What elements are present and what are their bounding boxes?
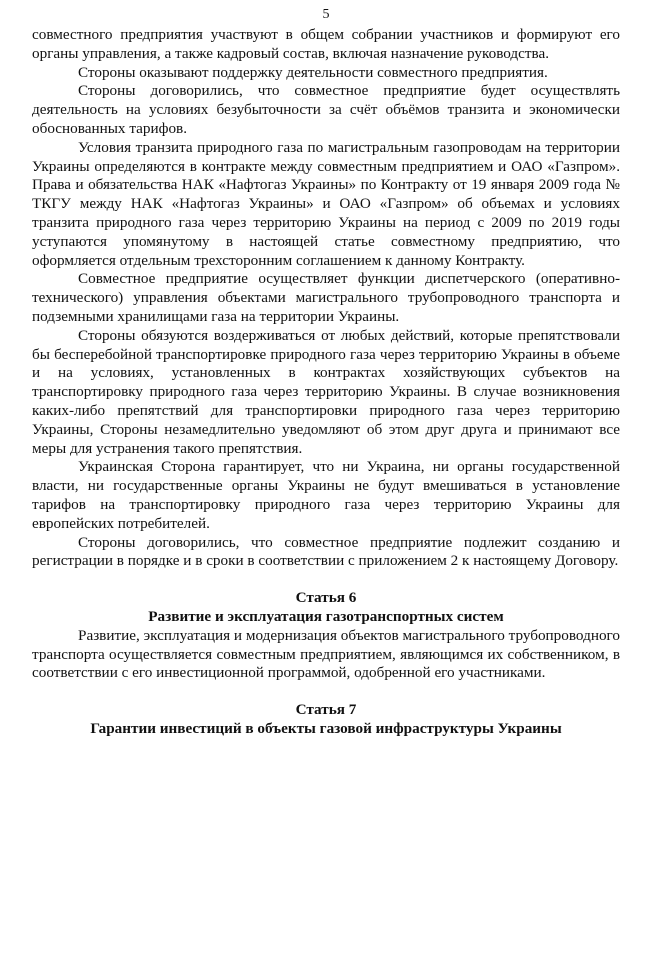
paragraph: Украинская Сторона гарантирует, что ни Украина, ни органы государственной власти, ни государственные органы Украины не будут вмешиваться в установление тарифов на транспортировку природного газа через территорию Украины для европейских потребителей. <box>32 458 620 532</box>
page-number: 5 <box>322 7 330 22</box>
paragraph: Условия транзита природного газа по магистральным газопроводам на территории Украины определяются в контракте между совместным предприятием и ОАО «Газпром». Права и обязательства НАК «Нафтогаз Украины» по Контракту от 19 января 2009 года № ТКГУ между НАК «Нафтогаз Украины» и ОАО «Газпром» об объемах и условиях транзита природного газа через территорию Украины на период с 2009 по 2019 годы уступаются упомянутому в настоящей статье совместному предприятию, что оформляется отдельным трехсторонним соглашением к данному Контракту. <box>32 138 620 269</box>
article-7-heading: Гарантии инвестиций в объекты газовой инфраструктуры Украины <box>90 719 562 737</box>
paragraph: совместного предприятия участвуют в общем собрании участников и формируют его органы управления, а также кадровый состав, включая назначение руководства. <box>32 26 620 62</box>
paragraph: Стороны договорились, что совместное предприятие подлежит созданию и регистрации в порядке и в сроки в соответствии с приложением 2 к настоящему Договору. <box>32 533 620 570</box>
article-6-heading: Развитие и эксплуатация газотранспортных систем <box>148 607 504 625</box>
article-6-paragraph: Развитие, эксплуатация и модернизация объектов магистрального трубопроводного транспорта осуществляется совместным предприятием, являющимся их собственником, в соответствии с его инвестиционной программой, одобренной его участниками. <box>32 626 620 682</box>
paragraph: Стороны обязуются воздерживаться от любых действий, которые препятствовали бы бесперебойной транспортировке природного газа через территорию Украины в объеме и на условиях, установленных в контрактах хозяйствующих субъектов на транспортировку природного газа через территорию Украины. В случае возникновения каких-либо препятствий для транспортировки природного газа через территорию Украины, Стороны незамедлительно уведомляют об этом друг друга и принимают все меры для устранения такого препятствия. <box>32 326 620 457</box>
paragraph: Стороны договорились, что совместное предприятие будет осуществлять деятельность на условиях безубыточности за счёт объёмов транзита и экономически обоснованных тарифов. <box>32 82 620 137</box>
article-6-number: Статья 6 <box>295 589 357 607</box>
paragraph: Совместное предприятие осуществляет функции диспетчерского (оперативно-технического) управления объектами магистрального трубопроводного транспорта и подземными хранилищами газа на территории Украины. <box>32 270 620 325</box>
paragraph: Стороны оказывают поддержку деятельности совместного предприятия. <box>78 63 548 81</box>
article-7-number: Статья 7 <box>295 701 357 719</box>
article-5-body <box>32 26 620 571</box>
